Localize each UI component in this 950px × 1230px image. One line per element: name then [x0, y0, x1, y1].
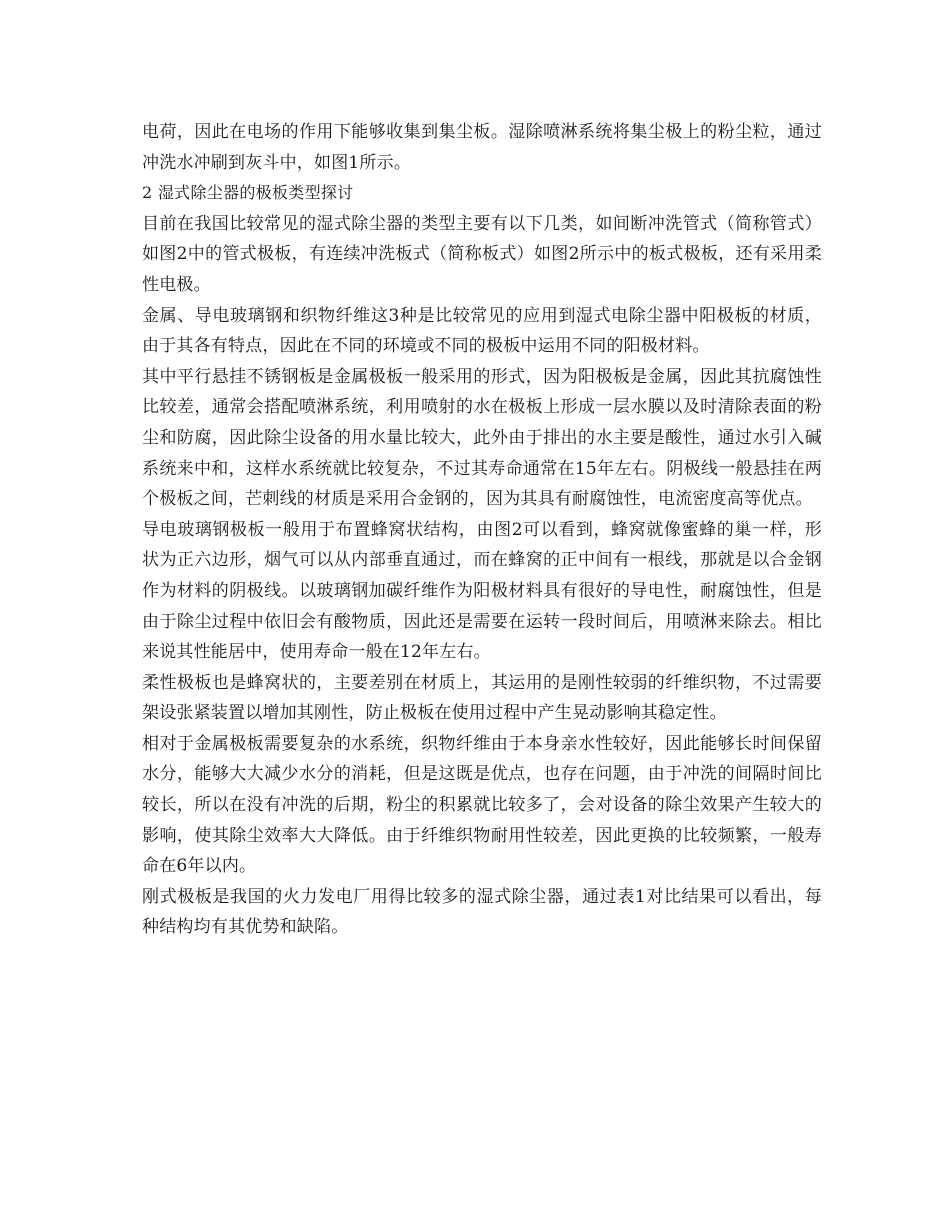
paragraph-continuation: 电荷，因此在电场的作用下能够收集到集尘板。湿除喷淋系统将集尘极上的粉尘粒，通过冲洗水冲刷到灰斗中，如图1所示。 [142, 122, 822, 173]
paragraph-electrode-types: 目前在我国比较常见的湿式除尘器的类型主要有以下几类，如间断冲洗管式（简称管式）如图2中的管式极板，有连续冲洗板式（简称板式）如图2所示中的板式极板，还有采用柔性电极。 [142, 213, 822, 295]
section-heading: 2 湿式除尘器的极板类型探讨 [142, 183, 354, 203]
paragraph-flexible-plates: 柔性极板也是蜂窝状的，主要差别在材质上，其运用的是刚性较弱的纤维织物，不过需要架设张紧装置以增加其刚性，防止极板在使用过程中产生晃动影响其稳定性。 [142, 672, 822, 724]
paragraph-metal-plates: 其中平行悬挂不锈钢板是金属极板一般采用的形式，因为阳极板是金属，因此其抗腐蚀性比较差，通常会搭配喷淋系统，利用喷射的水在极板上形成一层水膜以及时清除表面的粉尘和防腐，因此除尘设备的用水量比较大，此外由于排出的水主要是酸性，通过水引入碱系统来中和，这样水系统就比较复杂，不过其寿命通常在15年左右。阴极线一般悬挂在两个极板之间，芒刺线的材质是采用合金钢的，因为其具有耐腐蚀性，电流密度高等优点。 [142, 366, 822, 510]
paragraph-rigid-plates: 刚式极板是我国的火力发电厂用得比较多的湿式除尘器，通过表1对比结果可以看出，每种结构均有其优势和缺陷。 [142, 886, 822, 938]
paragraph-frp-plates: 导电玻璃钢极板一般用于布置蜂窝状结构，由图2可以看到，蜂窝就像蜜蜂的巢一样，形状为正六边形，烟气可以从内部垂直通过，而在蜂窝的正中间有一根线，那就是以合金钢作为材料的阴极线。以玻璃钢加碳纤维作为阳极材料具有很好的导电性，耐腐蚀性，但是由于除尘过程中依旧会有酸物质，因此还是需要在运转一段时间后，用喷淋来除去。相比来说其性能居中，使用寿命一般在12年左右。 [142, 519, 822, 663]
document-body [142, 117, 822, 943]
paragraph-materials: 金属、导电玻璃钢和织物纤维这3种是比较常见的应用到湿式电除尘器中阳极板的材质，由于其各有特点，因此在不同的环境或不同的极板中运用不同的阳极材料。 [142, 305, 822, 357]
paragraph-fabric-fiber: 相对于金属极板需要复杂的水系统，织物纤维由于本身亲水性较好，因此能够长时间保留水分，能够大大减少水分的消耗，但是这既是优点，也存在问题，由于冲洗的间隔时间比较长，所以在没有冲洗的后期，粉尘的积累就比较多了，会对设备的除尘效果产生较大的影响，使其除尘效率大大降低。由于纤维织物耐用性较差，因此更换的比较频繁，一般寿命在6年以内。 [142, 733, 822, 877]
